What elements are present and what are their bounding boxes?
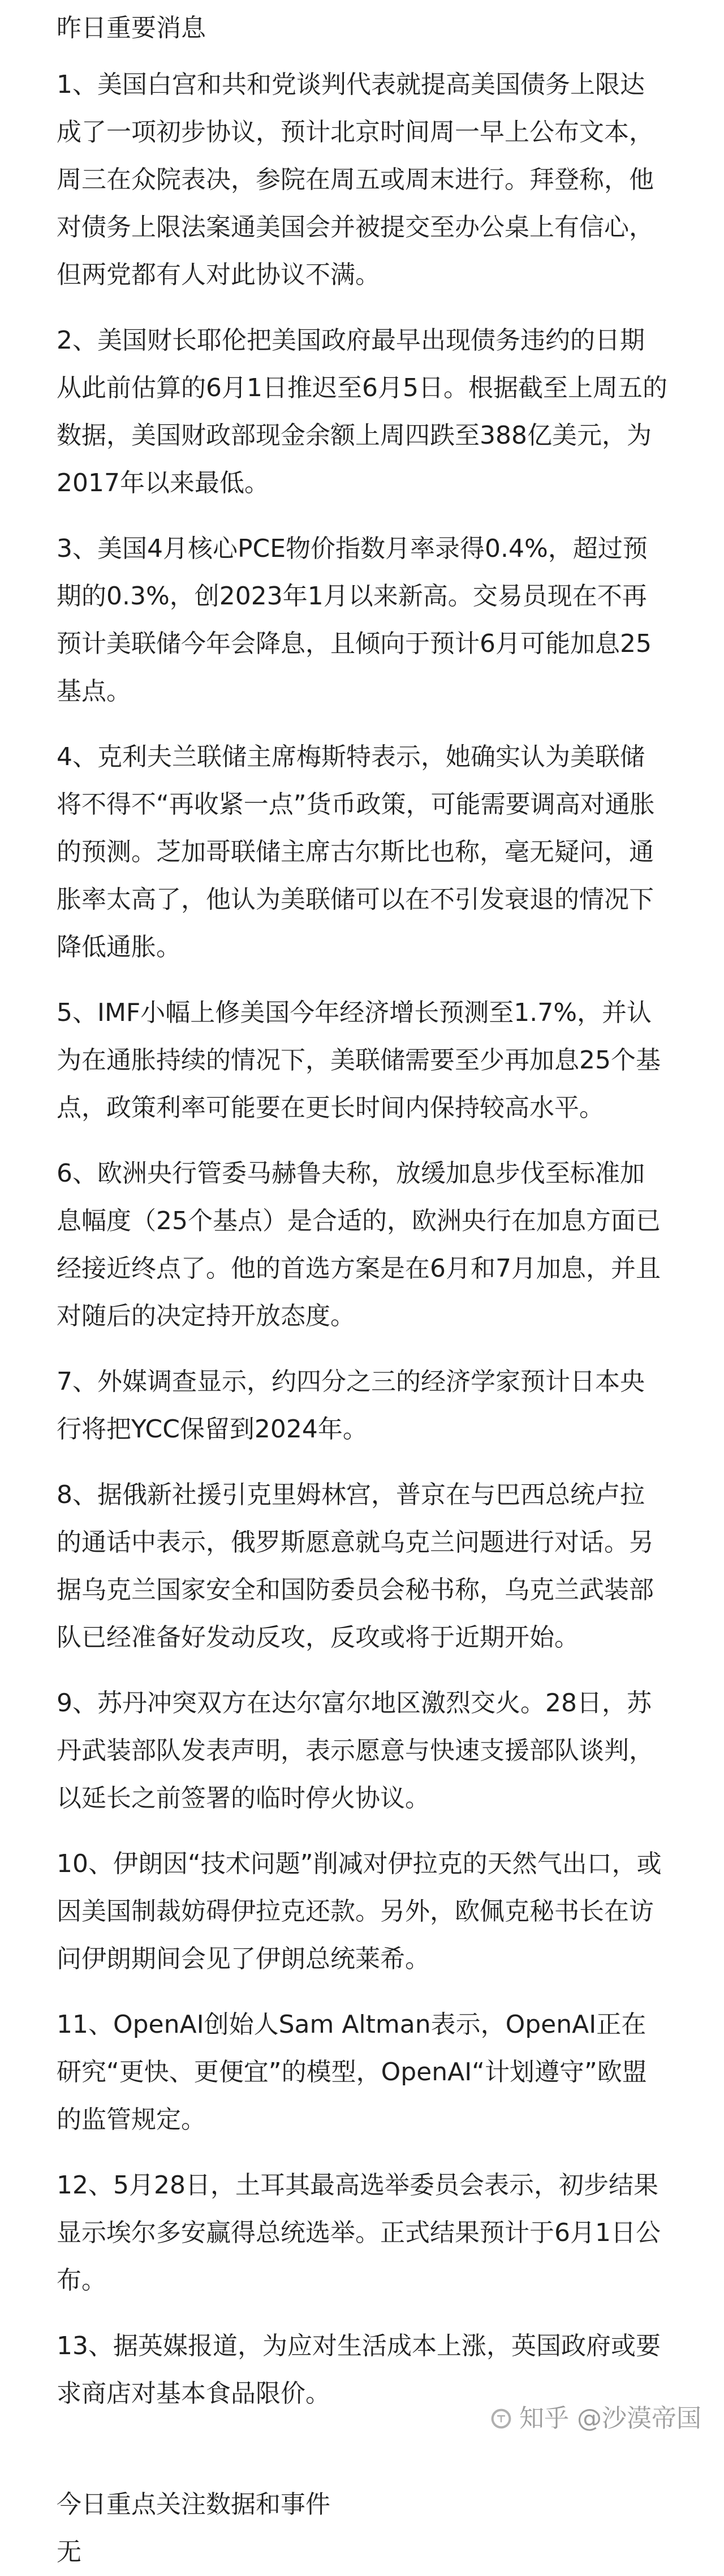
yesterday-title: 昨日重要消息 bbox=[57, 14, 206, 42]
news-item-5: 5、IMF小幅上修美国今年经济增长预测至1.7%，并认为在通胀持续的情况下，美联储需要至少再加息25个基点，政策利率可能要在更长时间内保持较高水平。 bbox=[57, 998, 661, 1122]
today-section bbox=[57, 2481, 667, 2576]
news-item-1: 1、美国白宫和共和党谈判代表就提高美国债务上限达成了一项初步协议，预计北京时间周一早上公布文本，周三在众院表决，参院在周五或周末进行。拜登称，他对债务上限法案通美国会并被提交至办公桌上有信心，但两党都有人对此协议不满。 bbox=[57, 70, 654, 289]
top-spacer bbox=[57, 0, 667, 5]
news-item-4: 4、克利夫兰联储主席梅斯特表示，她确实认为美联储将不得不“再收紧一点”货币政策，可能需要调高对通胀的预测。芝加哥联储主席古尔斯比也称，毫无疑问，通胀率太高了，他认为美联储可以在不引发衰退的情况下降低通胀。 bbox=[57, 742, 655, 961]
yesterday-news-list bbox=[57, 52, 667, 2427]
news-item-13: 13、据英媒报道，为应对生活成本上涨，英国政府或要求商店对基本食品限价。 bbox=[57, 2332, 661, 2408]
watermark-text: 知乎 @沙漠帝国 bbox=[519, 2404, 701, 2433]
news-item-8: 8、据俄新社援引克里姆林宫，普京在与巴西总统卢拉的通话中表示，俄罗斯愿意就乌克兰问题进行对话。另据乌克兰国家安全和国防委员会秘书称，乌克兰武装部队已经准备好发动反攻，反攻或将于近期开始。 bbox=[57, 1480, 654, 1652]
today-value: 无 bbox=[57, 2538, 81, 2566]
news-item-9: 9、苏丹冲突双方在达尔富尔地区激烈交火。28日，苏丹武装部队发表声明，表示愿意与快速支援部队谈判，以延长之前签署的临时停火协议。 bbox=[57, 1689, 654, 1813]
zhihu-logo-icon bbox=[489, 2406, 514, 2431]
news-item-11: 11、OpenAI创始人Sam Altman表示，OpenAI正在研究“更快、更便宜”的模型，OpenAI“计划遵守”欧盟的监管规定。 bbox=[57, 2010, 647, 2134]
watermark bbox=[489, 2402, 701, 2436]
news-item-2: 2、美国财长耶伦把美国政府最早出现债务违约的日期从此前估算的6月1日推迟至6月5日。根据截至上周五的数据，美国财政部现金余额上周四跌至388亿美元，为2017年以来最低。 bbox=[57, 326, 667, 497]
news-item-6: 6、欧洲央行管委马赫鲁夫称，放缓加息步伐至标准加息幅度（25个基点）是合适的，欧洲央行在加息方面已经接近终点了。他的首选方案是在6月和7月加息，并且对随后的决定持开放态度。 bbox=[57, 1159, 661, 1330]
news-item-10: 10、伊朗因“技术问题”削减对伊拉克的天然气出口，或因美国制裁妨碍伊拉克还款。另外，欧佩克秘书长在访问伊朗期间会见了伊朗总统莱希。 bbox=[57, 1849, 662, 1973]
news-item-3: 3、美国4月核心PCE物价指数月率录得0.4%，超过预期的0.3%，创2023年1月以来新高。交易员现在不再预计美联储今年会降息，且倾向于预计6月可能加息25基点。 bbox=[57, 534, 652, 706]
news-item-12: 12、5月28日，土耳其最高选举委员会表示，初步结果显示埃尔多安赢得总统选举。正式结果预计于6月1日公布。 bbox=[57, 2171, 661, 2295]
news-item-7: 7、外媒调查显示，约四分之三的经济学家预计日本央行将把YCC保留到2024年。 bbox=[57, 1367, 645, 1444]
today-title: 今日重点关注数据和事件 bbox=[57, 2490, 330, 2519]
